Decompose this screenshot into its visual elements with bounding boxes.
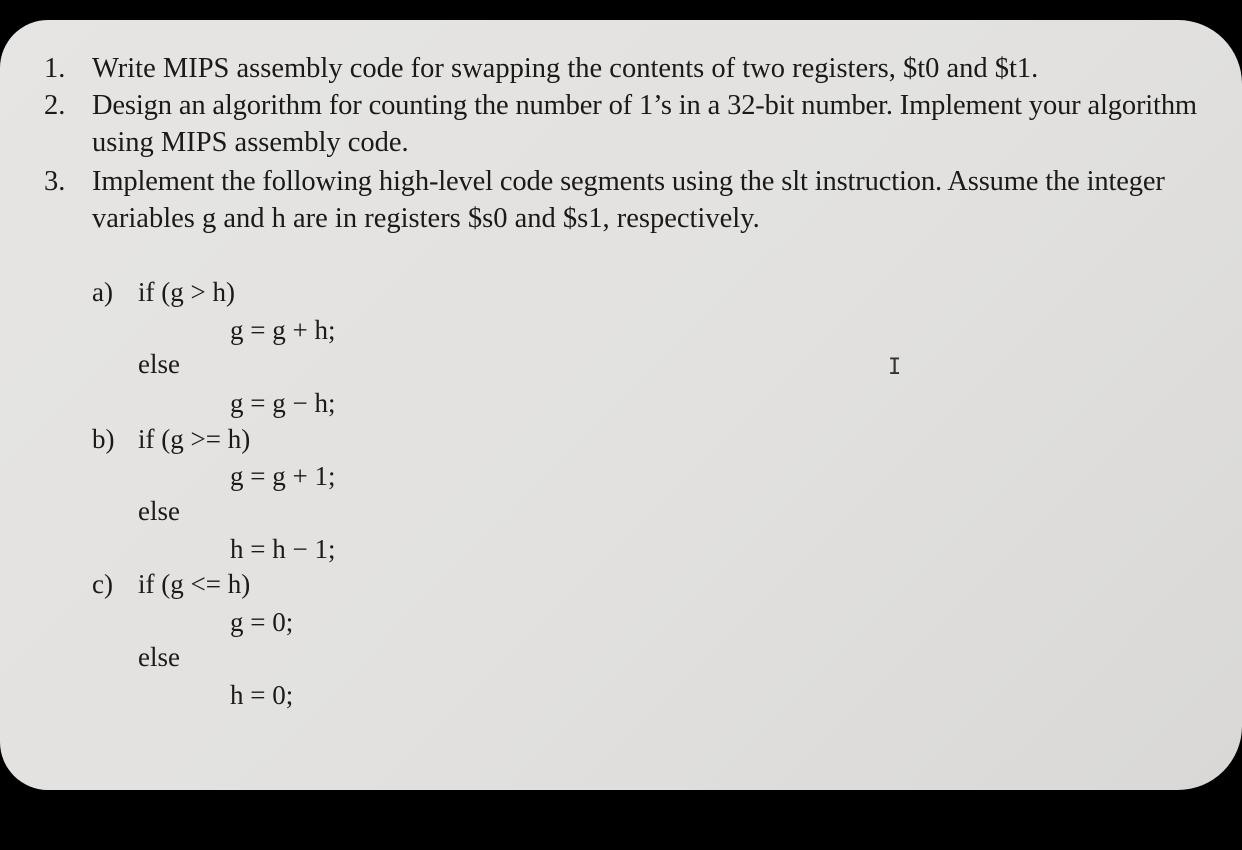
segment-b-then: g = g + 1; <box>230 461 336 491</box>
question-number: 1. <box>44 53 66 84</box>
question-text-line: Design an algorithm for counting the number of 1’s in a 32-bit number. Implement your algorithm <box>92 90 1197 121</box>
segment-c-else-keyword: else <box>138 642 180 672</box>
segment-c-else: h = 0; <box>230 680 294 710</box>
segment-label-b: b) <box>92 424 115 454</box>
segment-a-condition: if (g > h) <box>138 277 235 307</box>
segment-a-else: g = g − h; <box>230 388 336 418</box>
question-number: 2. <box>44 90 66 121</box>
question-text-line: variables g and h are in registers $s0 and $s1, respectively. <box>92 203 760 234</box>
segment-c-condition: if (g <= h) <box>138 569 251 599</box>
segment-label-c: c) <box>92 569 113 599</box>
segment-c-then: g = 0; <box>230 607 294 637</box>
segment-a-else-keyword: else <box>138 349 180 379</box>
question-text-line: Write MIPS assembly code for swapping the contents of two registers, $t0 and $t1. <box>92 53 1039 84</box>
segment-b-else-keyword: else <box>138 496 180 526</box>
segment-b-condition: if (g >= h) <box>138 424 251 454</box>
question-text-line: Implement the following high-level code segments using the slt instruction. Assume the integer <box>92 166 1165 197</box>
text-cursor-icon: I <box>888 355 902 380</box>
question-text-line: using MIPS assembly code. <box>92 127 409 158</box>
question-number: 3. <box>44 166 66 197</box>
segment-label-a: a) <box>92 277 113 307</box>
segment-b-else: h = h − 1; <box>230 534 336 564</box>
segment-a-then: g = g + h; <box>230 315 336 345</box>
